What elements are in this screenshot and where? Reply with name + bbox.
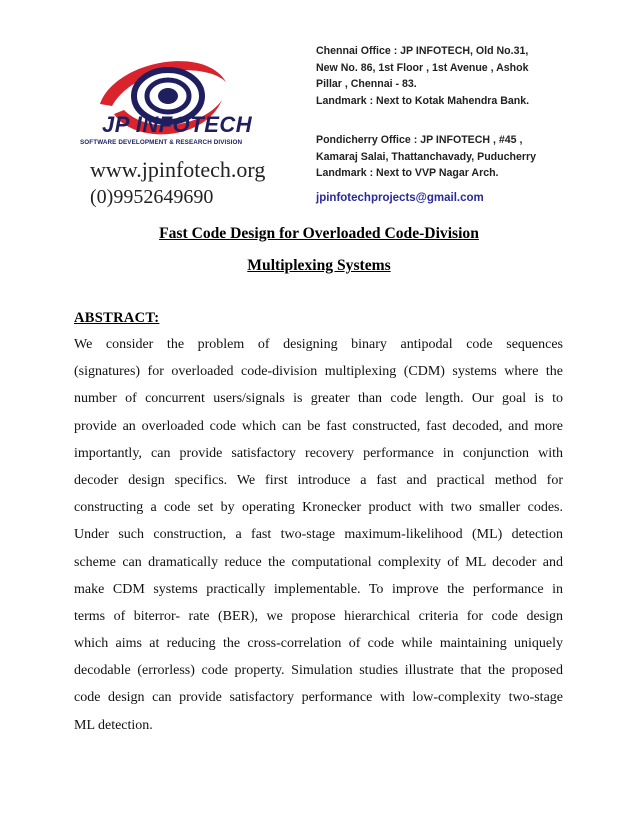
pondicherry-office-address: Pondicherry Office : JP INFOTECH , #45 , Kamaraj Salai, Thattanchavady, Puducherry Landmark : Next to VVP Nagar Arch. (316, 134, 537, 180)
division-tagline: SOFTWARE DEVELOPMENT & RESEARCH DIVISION (80, 139, 243, 146)
paper-title-line-1: Fast Code Design for Overloaded Code-Division (159, 225, 479, 242)
abstract-line: importantly, can provide satisfactory recovery performance in conjunction with (74, 445, 563, 461)
abstract-line: We consider the problem of designing binary antipodal code sequences (74, 337, 563, 352)
chennai-office-address: Chennai Office : JP INFOTECH, Old No.31, New No. 86, 1st Floor , 1st Avenue , Ashok Pillar , Chennai - 83. Landmark : Next to Kotak Mahendra Bank. (316, 45, 530, 107)
abstract-line: which aims at reducing the cross-correlation of code while maintaining uniquely (74, 636, 563, 652)
abstract-line: Under such construction, a fast two-stage maximum-likelihood (ML) detection (74, 527, 563, 543)
website-text: www.jpinfotech.org (90, 157, 266, 182)
abstract-line: code design can provide satisfactory performance with low-complexity two-stage (74, 690, 563, 706)
paper-title-line-2: Multiplexing Systems (247, 257, 391, 274)
abstract-line: (signatures) for overloaded code-division multiplexing (CDM) systems where the (74, 364, 563, 380)
abstract-line: decoder design specifics. We first introduce a fast and practical method for (74, 472, 563, 488)
phone-text: (0)9952649690 (90, 186, 214, 208)
abstract-line: provide an overloaded code which can be fast constructed, fast decoded, and more (74, 418, 563, 434)
abstract-line: scheme can dramatically reduce the computational complexity of ML decoder and (74, 554, 563, 570)
company-name: JP INFOTECH (102, 112, 253, 137)
abstract-line: ML detection. (74, 717, 153, 733)
abstract-heading: ABSTRACT: (74, 310, 160, 326)
abstract-line: number of concurrent users/signals is greater than code length. Our goal is to (74, 391, 563, 407)
abstract-body (74, 331, 563, 739)
abstract-line: constructing a code set by operating Kronecker product with two smaller codes. (74, 500, 563, 516)
abstract-line: terms of biterror- rate (BER), we propose hierarchical criteria for code design (74, 608, 563, 624)
abstract-line: decodable (errorless) code property. Simulation studies illustrate that the proposed (74, 663, 563, 679)
abstract-line: make CDM systems practically implementable. To improve the performance in (74, 581, 563, 597)
email-address: jpinfotechprojects@gmail.com (316, 192, 484, 204)
letterhead-banner (76, 38, 566, 218)
